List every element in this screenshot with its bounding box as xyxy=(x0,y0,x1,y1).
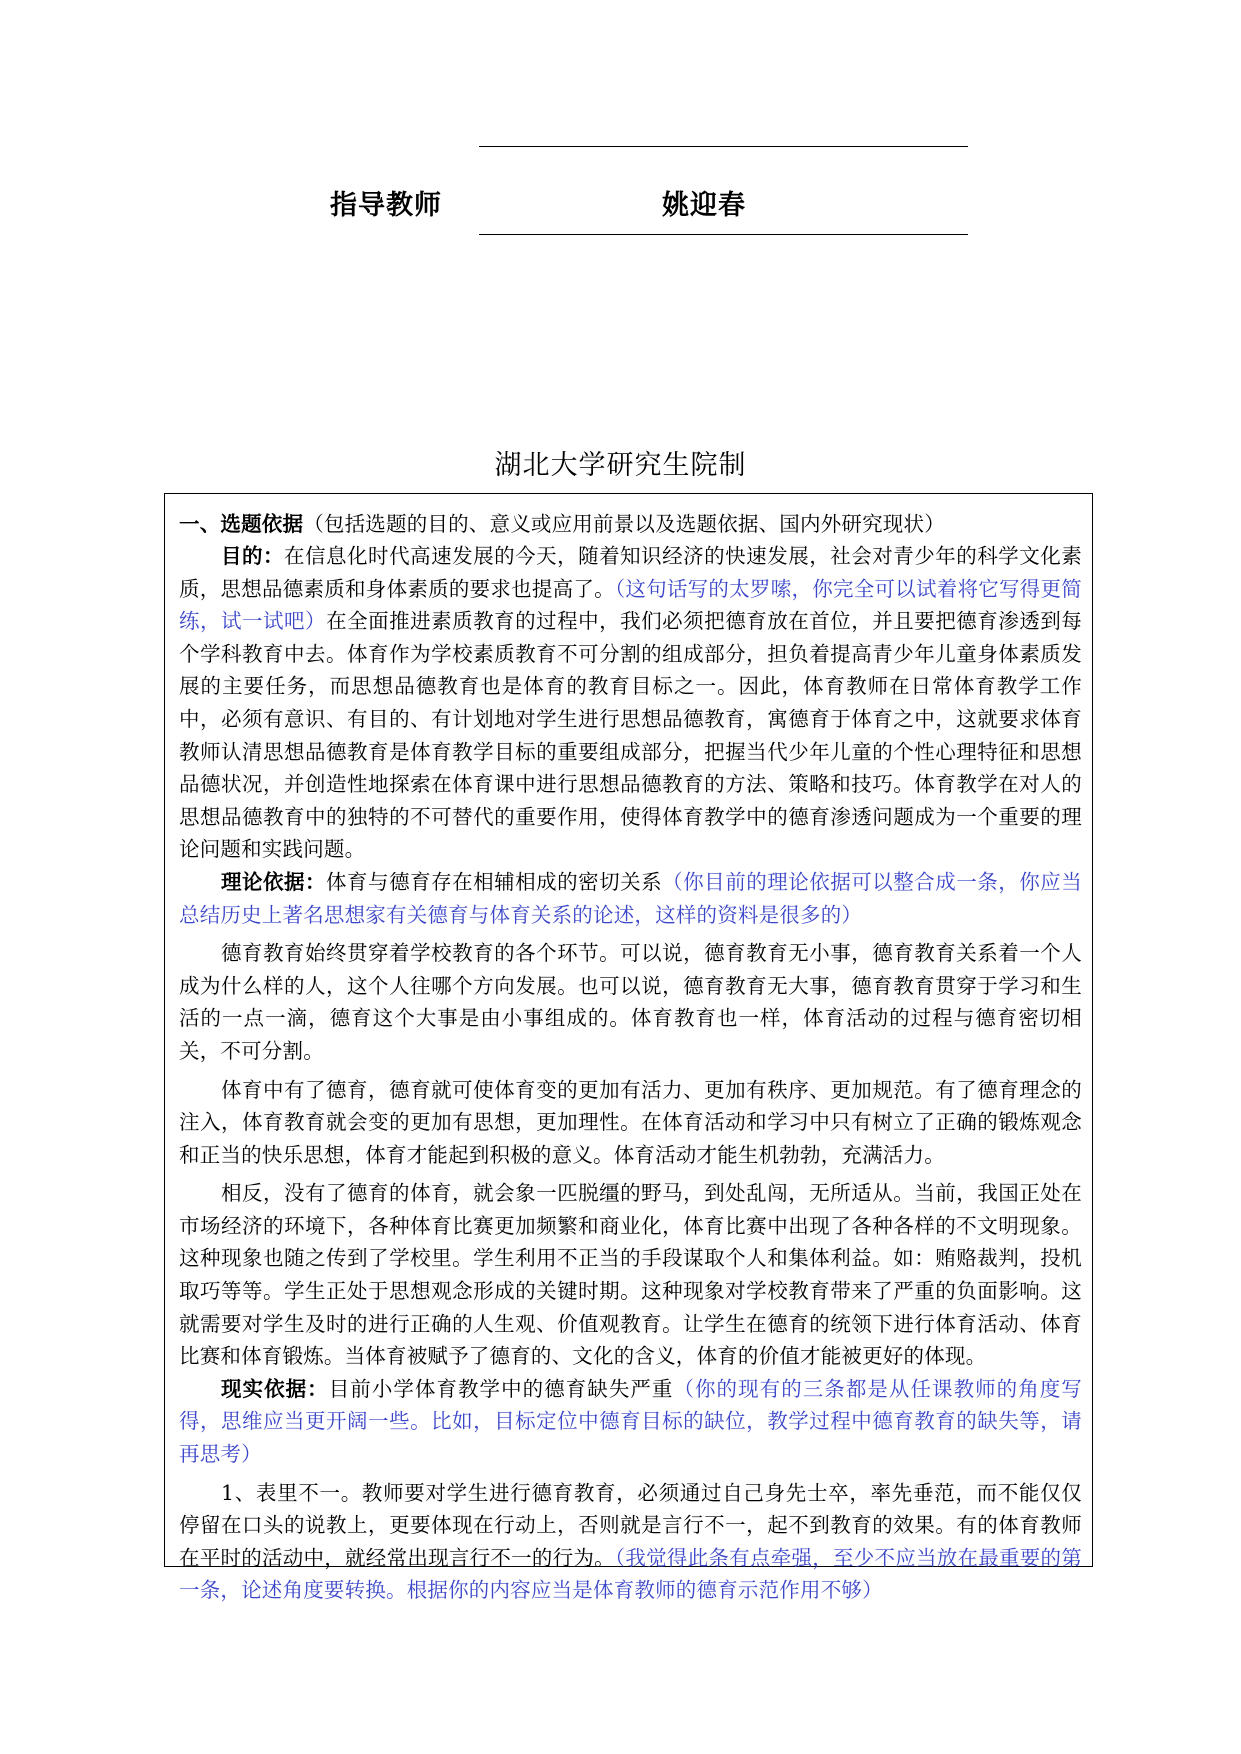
purpose-label: 目的： xyxy=(221,544,285,568)
reality-text: 目前小学体育教学中的德育缺失严重 xyxy=(328,1376,674,1401)
section-title xyxy=(179,508,1082,540)
purpose-paragraph xyxy=(179,540,1082,866)
point-1-paragraph xyxy=(179,1477,1082,1607)
purpose-comment: （这句话写的太罗嗦，你完全可以试着将它写得更简练，试一试吧） xyxy=(179,576,1082,634)
body-paragraph-2: 体育中有了德育，德育就可使体育变的更加有活力、更加有秩序、更加规范。有了德育理念的注入，体育教育就会变的更加有思想，更加理性。在体育活动和学习中只有树立了正确的锻炼观念和正当的快乐思想，体育才能起到积极的意义。体育活动才能生机勃勃，充满活力。 xyxy=(179,1077,1082,1167)
proposal-section-box xyxy=(164,493,1093,1603)
point-1-text: 1、表里不一。教师要对学生进行德育教育，必须通过自己身先士卒，率先垂范，而不能仅仅停留在口头的说教上，更要体现在行动上，否则就是言行不一，起不到教育的效果。有的体育教师在平时的活动中，就经常出现言行不一的行为。 xyxy=(179,1480,1082,1570)
theory-comment: （你目前的理论依据可以整合成一条，你应当总结历史上著名思想家有关德育与体育关系的论述，这样的资料是很多的） xyxy=(179,869,1083,927)
theory-label: 理论依据： xyxy=(221,869,327,894)
reality-comment: （你的现有的三条都是从任课教师的角度写得，思维应当更开阔一些。比如，目标定位中德育目标的缺位，教学过程中德育教育的缺失等，请再思考） xyxy=(179,1376,1082,1467)
teacher-underline xyxy=(479,234,968,235)
theory-paragraph xyxy=(179,866,1082,931)
top-divider-line xyxy=(479,146,968,147)
teacher-name: 姚迎春 xyxy=(662,190,746,221)
purpose-text-a: 在信息化时代高速发展的今天，随着知识经济的快速发展，社会对青少年的科学文化素质，思想品德素质和身体素质的要求也提高了。 xyxy=(179,544,1082,601)
reality-paragraph xyxy=(179,1373,1082,1471)
purpose-text-b: 在全面推进素质教育的过程中，我们必须把德育放在首位，并且要把德育渗透到每个学科教育中去。体育作为学校素质教育不可分割的组成部分，担负着提高青少年儿童身体素质发展的主要任务，而思想品德教育也是体育的教育目标之一。因此，体育教师在日常体育教学工作中，必须有意识、有目的、有计划地对学生进行思想品德教育，寓德育于体育之中，这就要求体育教师认清思想品德教育是体育教学目标的重要组成部分，把握当代少年儿童的个性心理特征和思想品德状况，并创造性地探索在体育课中进行思想品德教育的方法、策略和技巧。体育教学在对人的思想品德教育中的独特的不可替代的重要作用，使得体育教学中的德育渗透问题成为一个重要的理论问题和实践问题。 xyxy=(179,609,1083,862)
body-paragraph-3: 相反，没有了德育的体育，就会象一匹脱缰的野马，到处乱闯，无所适从。当前，我国正处在市场经济的环境下，各种体育比赛更加频繁和商业化，体育比赛中出现了各种各样的不文明现象。这种现象也随之传到了学校里。学生利用不正当的手段谋取个人和集体利益。如：贿赂裁判，投机取巧等等。学生正处于思想观念形成的关键时期。这种现象对学校教育带来了严重的负面影响。这就需要对学生及时的进行正确的人生观、价值观教育。让学生在德育的统领下进行体育活动、体育比赛和体育锻炼。当体育被赋予了德育的、文化的含义，体育的价值才能被更好的体现。 xyxy=(179,1181,1082,1369)
body-paragraph-1: 德育教育始终贯穿着学校教育的各个环节。可以说，德育教育无小事，德育教育关系着一个人成为什么样的人，这个人往哪个方向发展。也可以说，德育教育无大事，德育教育贯穿于学习和生活的一点一滴，德育这个大事是由小事组成的。体育教育也一样，体育活动的过程与德育密切相关，不可分割。 xyxy=(179,941,1082,1063)
reality-label: 现实依据： xyxy=(221,1376,329,1401)
teacher-label: 指导教师 xyxy=(330,190,442,221)
institution-footer: 湖北大学研究生院制 xyxy=(494,450,747,481)
section-title-main: 一、选题依据 xyxy=(179,512,304,536)
theory-text: 体育与德育存在相辅相成的密切关系 xyxy=(326,869,663,894)
section-title-note: （包括选题的目的、意义或应用前景以及选题依据、国内外研究现状） xyxy=(303,512,945,536)
point-1-comment: （我觉得此条有点牵强，至少不应当放在最重要的第一条，论述角度要转换。根据你的内容应当是体育教师的德育示范作用不够） xyxy=(179,1545,1082,1603)
